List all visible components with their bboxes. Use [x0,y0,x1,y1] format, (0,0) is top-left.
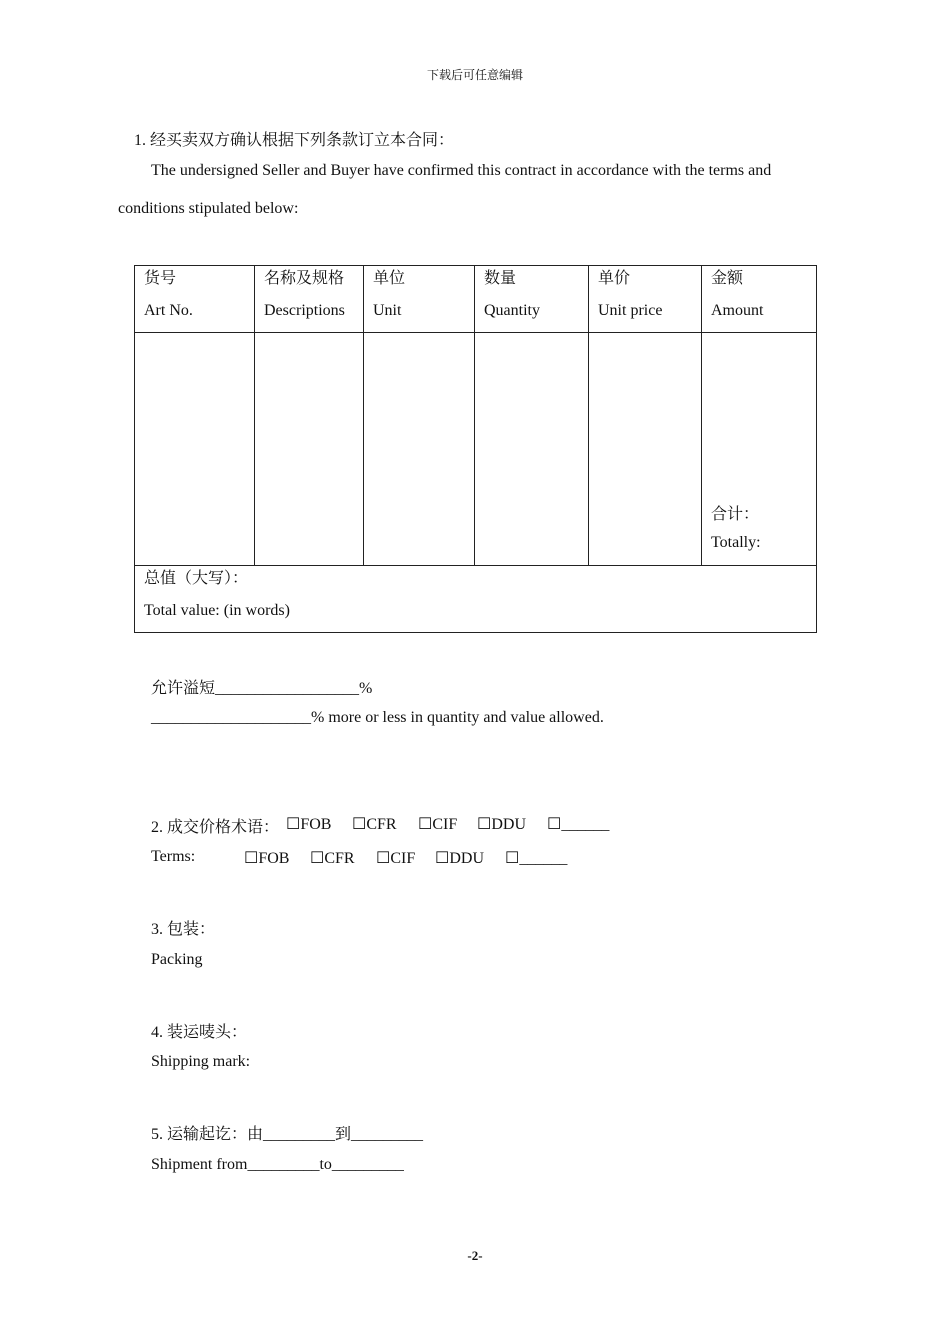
col-quantity-en: Quantity [484,302,540,319]
page-number: -2- [467,1248,483,1263]
clause4-zh: 4. 装运唛头： [151,1024,248,1041]
total-label-zh: 合计： [711,506,760,523]
col-quantity-zh: 数量 [484,270,517,287]
clause1-zh: 1. 经买卖双方确认根据下列条款订立本合同： [134,132,455,149]
allowance-zh: 允许溢短__________________% [151,680,373,697]
col-descriptions-en: Descriptions [264,302,345,319]
clause5-en: Shipment from_________to_________ [151,1156,404,1173]
allowance-en: ____________________% more or less in quantity and value allowed. [151,709,604,726]
total-value-en: Total value: (in words) [144,602,290,619]
cell-unit-price[interactable] [589,333,702,566]
cell-quantity[interactable] [475,333,589,566]
col-amount-zh: 金额 [711,270,744,287]
term-cfr-en[interactable]: ☐CFR [310,850,355,867]
cell-amount[interactable] [702,333,817,566]
goods-table [134,265,817,633]
col-art-no-en: Art No. [144,302,193,319]
col-art-no-zh: 货号 [144,270,177,287]
col-unit [364,266,475,333]
col-unit-price-zh: 单价 [598,270,631,287]
clause3-en: Packing [151,951,203,968]
col-art-no [135,266,255,333]
clause1-en-line1: The undersigned Seller and Buyer have confirmed this contract in accordance with the terms and [151,162,772,179]
term-cif-en[interactable]: ☐CIF [376,850,416,867]
clause3-zh: 3. 包装： [151,921,216,938]
term-ddu-en[interactable]: ☐DDU [435,850,485,867]
total-label-en: Totally: [711,534,761,551]
term-fob-zh[interactable]: ☐FOB [286,816,332,833]
total-value-zh: 总值（大写）： [144,570,249,587]
clause2-en-label: Terms: [151,848,196,865]
term-cfr-zh[interactable]: ☐CFR [352,816,397,833]
col-descriptions-zh: 名称及规格 [264,270,345,287]
col-quantity [475,266,589,333]
total-value-row [135,566,817,633]
clause5-zh: 5. 运输起讫：由_________到_________ [151,1126,424,1143]
term-ddu-zh[interactable]: ☐DDU [477,816,527,833]
term-cif-zh[interactable]: ☐CIF [418,816,458,833]
col-unit-en: Unit [373,302,402,319]
clause2-zh-label: 2. 成交价格术语： [151,819,280,836]
clause1-en-line2: conditions stipulated below: [118,200,299,217]
total-value-cell[interactable] [135,566,817,633]
term-other-en[interactable]: ☐______ [505,850,568,867]
term-other-zh[interactable]: ☐______ [547,816,610,833]
term-fob-en[interactable]: ☐FOB [244,850,290,867]
page-header: 下载后可任意编辑 [426,68,523,82]
cell-art-no[interactable] [135,333,255,566]
cell-descriptions[interactable] [255,333,364,566]
cell-unit[interactable] [364,333,475,566]
clause4-en: Shipping mark: [151,1053,251,1070]
col-unit-price-en: Unit price [598,302,663,319]
table-row [135,333,817,566]
col-amount [702,266,817,333]
col-unit-price [589,266,702,333]
table-header-row [135,266,817,333]
col-unit-zh: 单位 [373,270,406,287]
col-amount-en: Amount [711,302,764,319]
col-descriptions [255,266,364,333]
